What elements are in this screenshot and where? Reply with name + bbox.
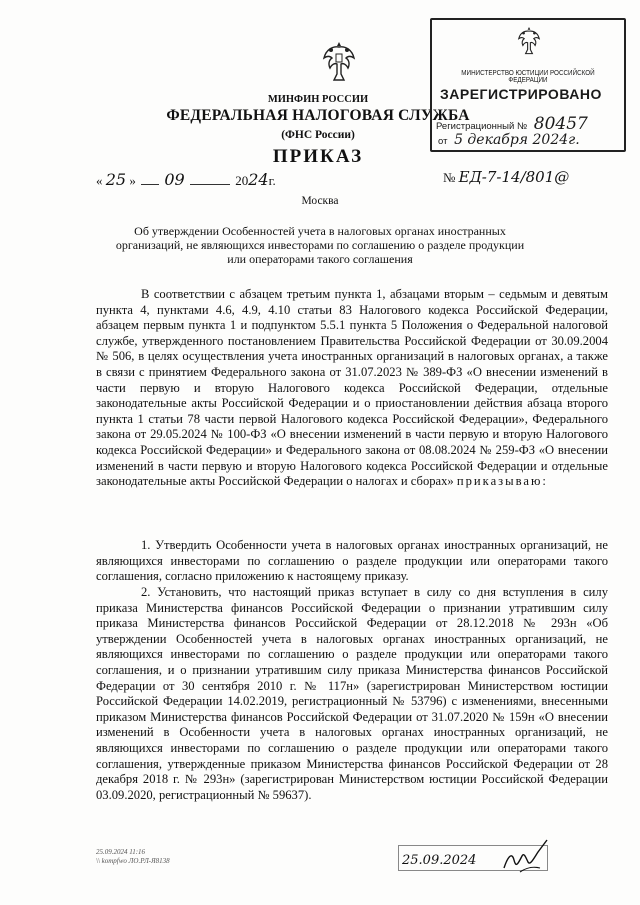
service-name: ФЕДЕРАЛЬНАЯ НАЛОГОВАЯ СЛУЖБА xyxy=(166,107,470,124)
stamp-status: ЗАРЕГИСТРИРОВАНО xyxy=(440,86,602,102)
stamp-coat-of-arms-icon xyxy=(516,25,542,55)
date-day: 25 xyxy=(105,170,127,189)
stamp-date-label: от xyxy=(438,136,448,147)
date-month: 09 xyxy=(164,170,185,189)
paragraph-item-2 xyxy=(96,585,608,803)
order-command: приказываю: xyxy=(456,474,548,489)
date-quote-open: « xyxy=(96,173,103,188)
date-year-label: г. xyxy=(268,173,276,188)
coat-of-arms-icon xyxy=(322,38,356,82)
number-label: № xyxy=(443,170,456,185)
paragraph-preamble xyxy=(96,287,608,490)
footer-meta xyxy=(96,848,170,866)
footer-path: \\ kompfwo ЛО.РЛ-Я8138 xyxy=(96,857,170,865)
order-date xyxy=(96,170,276,189)
date-year-suffix: 24 xyxy=(248,170,269,189)
document-type: ПРИКАЗ xyxy=(272,146,364,167)
document-title: Об утверждении Особенностей учета в налоговых органах иностранных организаций, не являющихся инвесторами по соглашению о разделе продукции или операторами такого соглашения xyxy=(115,224,525,266)
footer-timestamp: 25.09.2024 11:16 xyxy=(96,848,146,856)
order-number xyxy=(443,168,569,186)
preamble-text: В соответствии с абзацем третьим пункта 1, абзацами вторым – седьмым и девятым пункта 4, пунктами 4.6, 4.9, 4.10 статьи 83 Налогового кодекса Российской Федерации, абзацем первым пункта 1 и подпунктом 5.5.1 пункта 5 Положения о Федеральной налоговой службе, утвержденного постановлением Правительства Российской Федерации от 30.09.2004 № 506, в целях осуществления учета иностранных организаций в налоговых органах, а также в связи с принятием Федерального закона от 31.07.2023 № 389-ФЗ «О внесении изменений в части первую и вторую Налогового кодекса Российской Федерации, отдельные законодательные акты Российской Федерации и о приостановлении действия абзаца второго пункта 1 статьи 78 части первой Налогового кодекса Российской Федерации», Федерального закона от 29.05.2024 № 100-ФЗ «О внесении изменений в части первую и вторую Налогового кодекса Российской Федерации» и Федерального закона от 08.08.2024 № 259-ФЗ «О внесении изменений в части первую и вторую Налогового кодекса Российской Федерации и отдельные законодательные акты Российской Федерации о налогах и сборах» xyxy=(96,287,608,489)
service-short-name: (ФНС России) xyxy=(281,129,355,141)
stamp-reg-value: 80457 xyxy=(533,114,588,134)
item-1-text: 1. Утвердить Особенности учета в налоговых органах иностранных организаций, не являющихся инвесторами по соглашению о разделе продукции или операторами такого соглашения, согласно приложению к настоящему приказу. xyxy=(96,538,608,584)
stamp-date-value: 5 декабря 2024г. xyxy=(454,132,580,148)
city: Москва xyxy=(301,195,339,207)
registration-stamp xyxy=(430,18,626,152)
paragraph-item-1 xyxy=(96,538,608,585)
date-year-prefix: 20 xyxy=(235,173,249,188)
stamp-organization: МИНИСТЕРСТВО ЮСТИЦИИ РОССИЙСКОЙ ФЕДЕРАЦИИ xyxy=(461,70,595,84)
esig-date: 25.09.2024 xyxy=(402,853,477,868)
stamp-reg-label: Регистрационный № xyxy=(436,121,528,132)
date-quote-close: » xyxy=(129,173,136,188)
stamp-reg-number xyxy=(436,114,588,134)
stamp-reg-date xyxy=(438,132,580,148)
handwritten-signature xyxy=(500,838,550,878)
item-2-text: 2. Установить, что настоящий приказ вступает в силу со дня вступления в силу приказа Министерства финансов Российской Федерации о признании утратившим силу приказа Министерства финансов Российской Федерации от 28.12.2018 № 293н «Об утверждении Особенностей учета в налоговых органах иностранных организаций, не являющихся инвесторами по соглашению о разделе продукции или операторами такого соглашения, и о признании утратившим силу приказа Министерства финансов Российской Федерации от 30 сентября 2010 г. № 117н» (зарегистрирован Министерством юстиции Российской Федерации 14.02.2019, регистрационный № 53796) с изменениями, внесенными приказом Министерства финансов Российской Федерации от 31.07.2020 № 159н «О внесении изменений в Особенности учета в налоговых органах иностранных организаций, не являющихся инвесторами по соглашению о разделе продукции или операторами такого соглашения, утвержденные приказом Министерства финансов Российской Федерации от 28 декабря 2018 г. № 293н» (зарегистрирован Министерством юстиции Российской Федерации 03.09.2020, регистрационный № 59637). xyxy=(96,585,608,802)
ministry-name: МИНФИН РОССИИ xyxy=(267,94,369,105)
number-value: ЕД-7-14/801@ xyxy=(458,168,570,186)
